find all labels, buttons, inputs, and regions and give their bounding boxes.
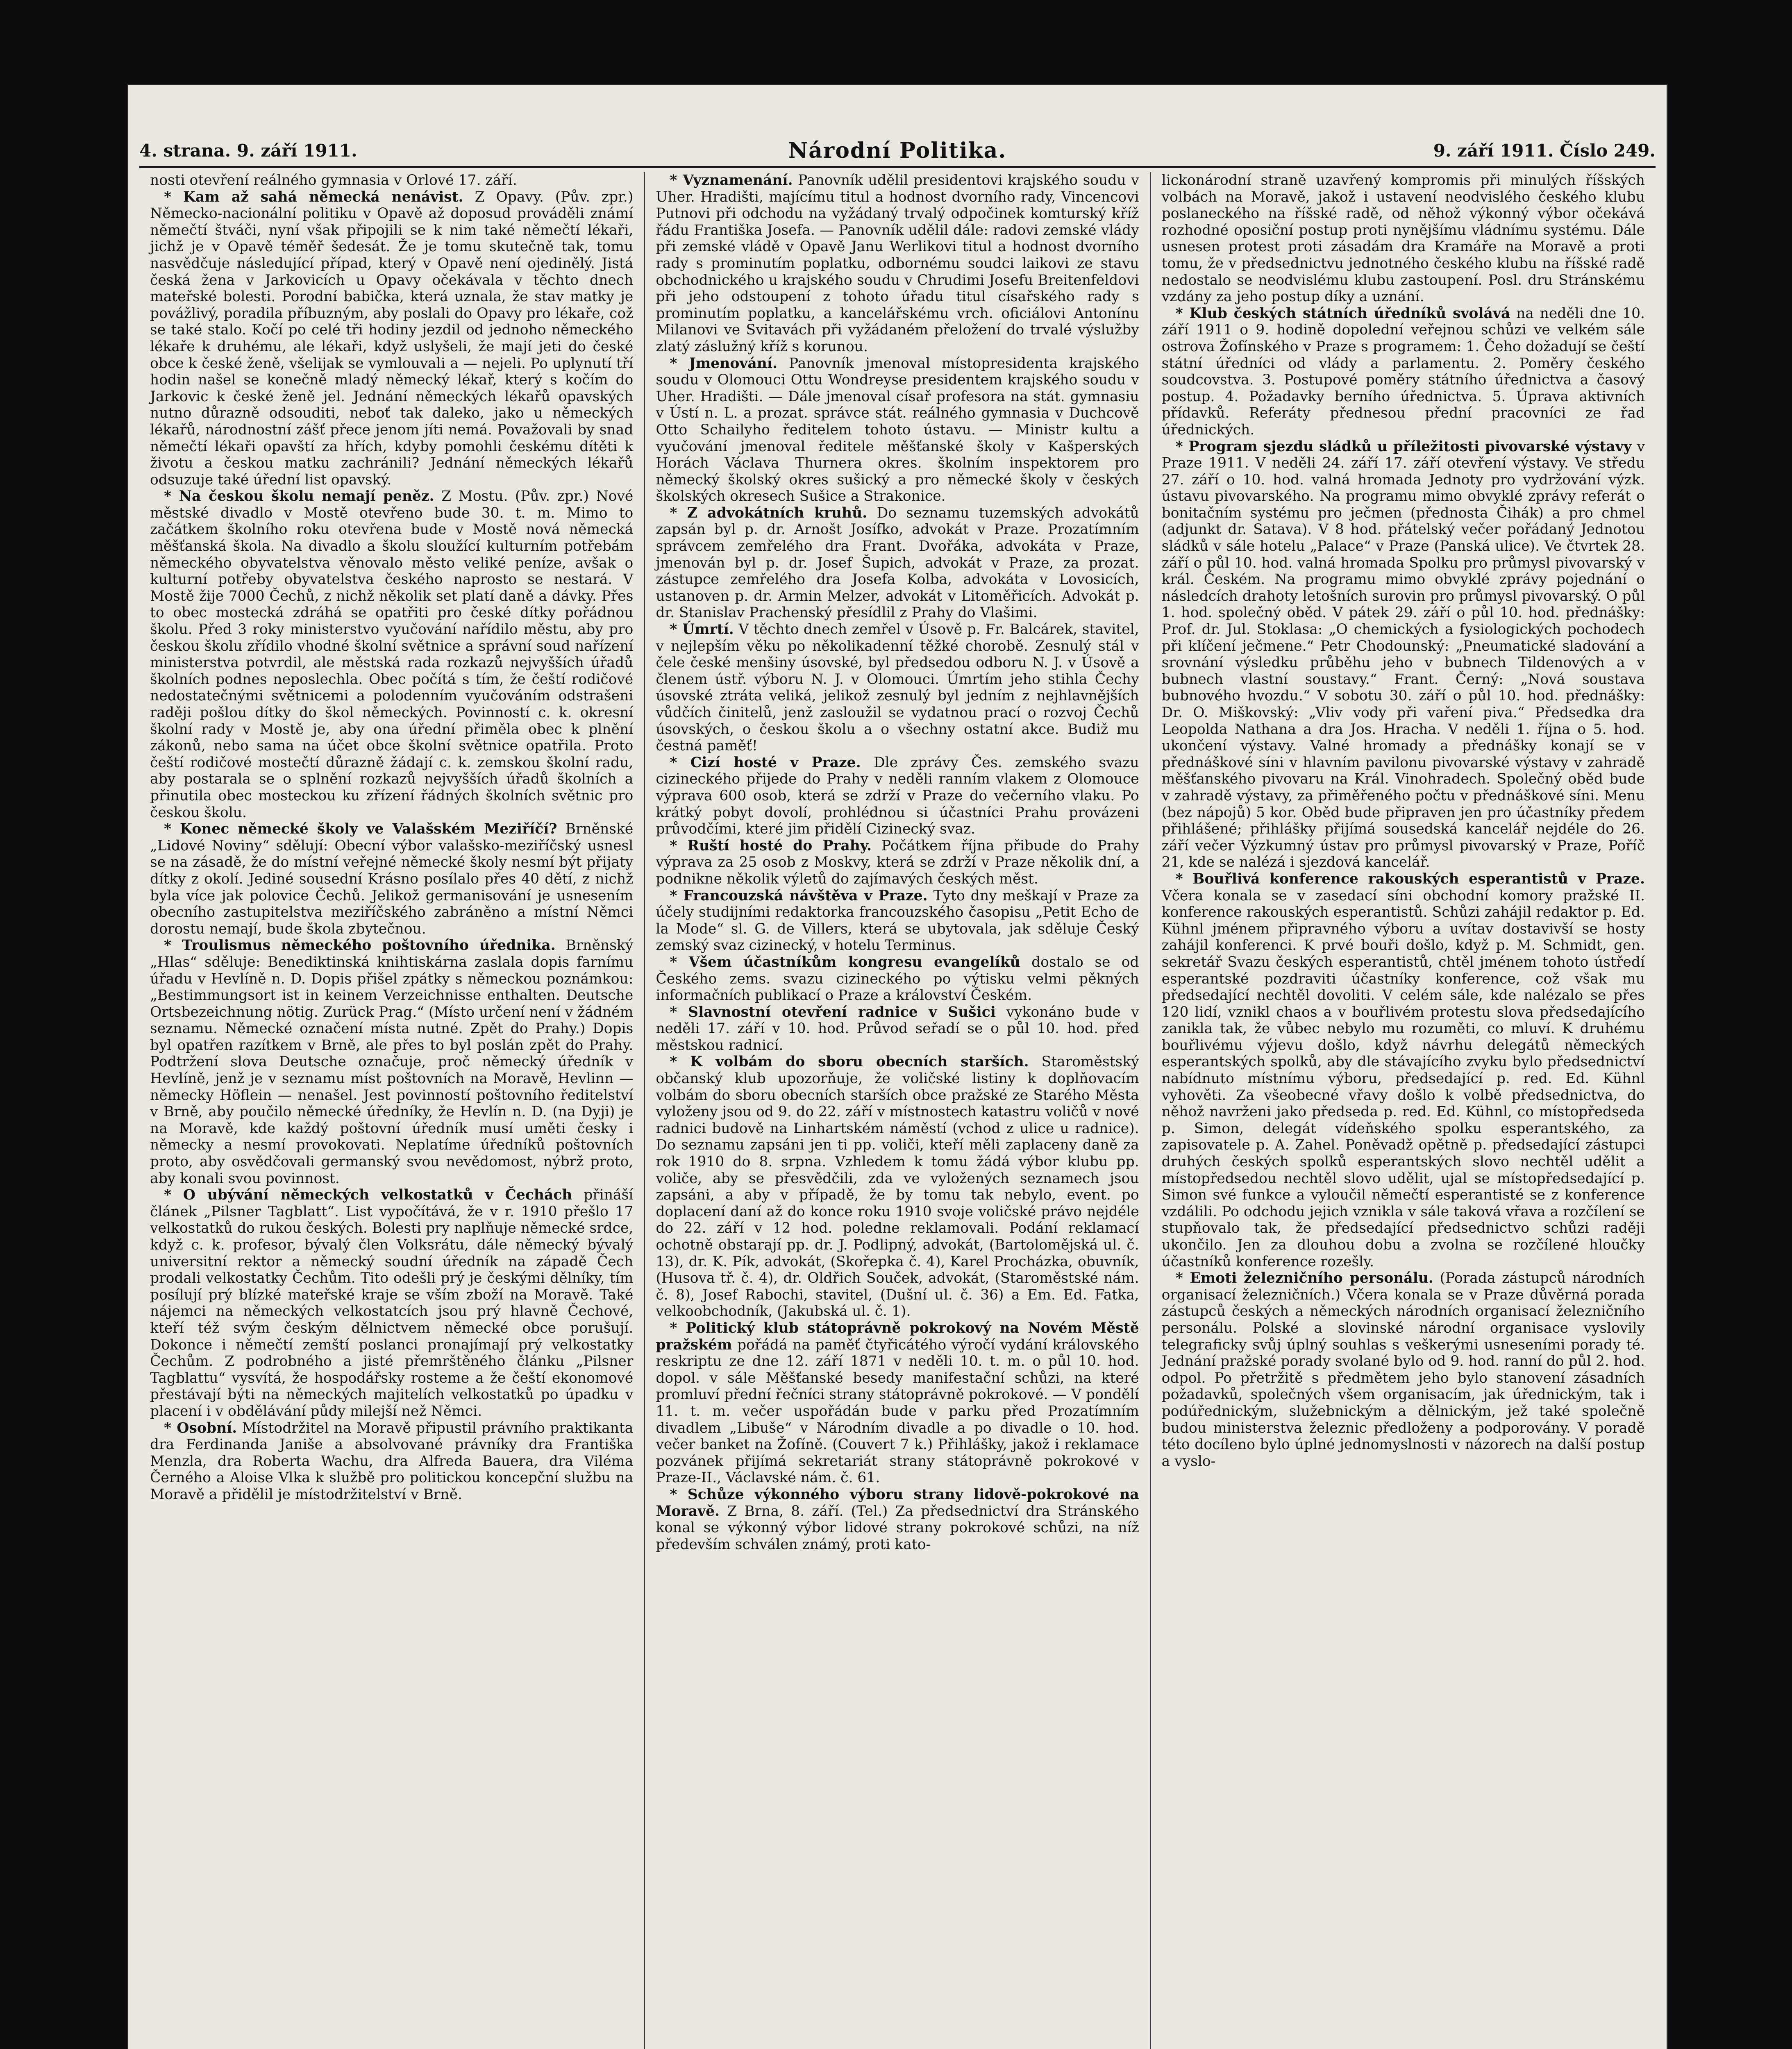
article-paragraph bbox=[1162, 305, 1645, 438]
article-headline: * Bouřlivá konference rakouských esperantistů v Praze. bbox=[1175, 870, 1645, 887]
article-headline: * Ruští hosté do Prahy. bbox=[670, 837, 872, 854]
article-text: Tyto dny meškají v Praze za účely studijními redaktorka francouzského časopisu „Petit Echo de la Mode“ sl. G. de Villers, která se ubytovala, jak sděluje Český zemský svaz cizinecký, v hotelu Terminus. bbox=[656, 887, 1139, 954]
article-headline: * O ubývání německých velkostatků v Čechách bbox=[164, 1187, 572, 1204]
newspaper-masthead: Národní Politika. bbox=[788, 138, 1007, 163]
article-headline: * Konec německé školy ve Valašském Meziříčí? bbox=[164, 821, 557, 838]
article-paragraph bbox=[656, 1054, 1139, 1320]
article-text: na neděli dne 10. září 1911 o 9. hodině dopolední veřejnou schůzi ve velkém sále ostrova Žofínského v Praze s programem: 1. Čeho dožadují se čeští státní úředníci od vlády a parlamentu. 2. Poměry českého soudcovstva. 3. Postupové poměry státního úřednictva a časový postup. 4. Požadavky berního úřednictva. 5. Úprava aktivních přídavků. Referáty přednesou přední pracovníci ze řad úřednických. bbox=[1161, 305, 1645, 438]
article-text: Staroměstský občanský klub upozorňuje, že voličské listiny k doplňovacím volbám do sboru obecních starších obce pražské ze Starého Města vyloženy jsou od 9. do 22. září v místnostech katastru voličů v nové radnici budově na Linhartském náměstí (vchod z ulice u radnice). Do seznamu zapsáni jen ti pp. voliči, kteří měli zaplaceny daně za rok 1910 do 8. srpna. Vzhledem k tomu žádá výbor klubu pp. voliče, aby se přesvědčili, zda ve vyložených seznamech jsou zapsáni, a aby v případě, že by tomu tak nebylo, event. po doplacení daní až do konce roku 1910 svoje voličské právo nejdéle do 22. září v 12 hod. poledne reklamovali. Podání reklamací ochotně obstarají pp. dr. J. Podlipný, advokát, (Bartolomějská ul. č. 13), dr. K. Pík, advokát, (Skořepka č. 4), Karel Procházka, obuvník, (Husova tř. č. 4), dr. Oldřich Souček, advokát, (Staroměstské nám. č. 8), Josef Rabochi, stavitel, (Dušní ul. č. 36) a Em. Ed. Fatka, velkoobchodník, (Jakubská ul. č. 1). bbox=[656, 1054, 1139, 1320]
article-headline: * Kam až sahá německá nenávist. bbox=[164, 189, 463, 205]
article-paragraph bbox=[150, 1187, 633, 1420]
article-paragraph bbox=[656, 888, 1139, 954]
article-text: Panovník jmenoval místopresidenta krajského soudu v Olomouci Ottu Wondreyse presidentem krajského soudu v Uher. Hradišti. — Dále jmenoval císař profesora na stát. gymnasiu v Ústí n. L. a prozat. správce stát. reálného gymnasia v Duchcově Otto Schailyho ředitelem tohoto ústavu. — Ministr kultu a vyučování jmenoval ředitele měšťanské školy v Kašperských Horách Václava Thurnera okres. školním inspektorem pro německý školský okres sušický a pro německé školy v českých školských okresech Sušice a Strakonice. bbox=[656, 355, 1139, 505]
article-headline: * Jmenování. bbox=[670, 355, 777, 372]
article-text: Z Mostu. (Pův. zpr.) Nové městské divadlo v Mostě otevřeno bude 30. t. m. Mimo to začátkem školního roku otevřena bude v Mostě nová německá měšťanská škola. Na divadlo a školu sloužící kulturním potřebám německého obyvatelstva věnovalo město veliké peníze, avšak o kulturní potřeby obyvatelstva českého naprosto se nestará. V Mostě žije 7000 Čechů, z nichž několik set platí daně a dávky. Přes to obec mostecká zdráhá se opatřiti pro české dítky pořádnou školu. Před 3 roky ministerstvo vyučování nařídilo městu, aby pro českou školu zřídilo vhodné školní světnice a správní soud nařízení ministerstva potvrdil, ale městská rada rozkazů nejvyšších úřadů školních podnes neposlechla. Obec počítá s tím, že čeští rodičové nedostatečnými světnicemi a polodenním vyučováním odstrašeni raději pošlou dítky do škol německých. Povinností c. k. okresní školní rady v Mostě je, aby ona úřední přiměla obec k plnění zákonů, nebo sama na účet obce školní světnice opatřila. Proto čeští rodičové mostečtí důrazně žádají c. k. zemskou školní radu, aby postarala se o splnění rozkazů nejvyšších úřadů školních a přinutila obec mosteckou ku zřízení řádných školních světnic pro českou školu. bbox=[150, 488, 634, 821]
article-paragraph bbox=[656, 954, 1139, 1004]
article-paragraph bbox=[150, 821, 633, 937]
article-paragraph bbox=[656, 754, 1139, 838]
page-header bbox=[139, 137, 1656, 168]
article-headline: * Schůze výkonného výboru strany lidově-pokrokové na Moravě. bbox=[656, 1486, 1139, 1520]
article-paragraph bbox=[656, 172, 1139, 355]
article-paragraph bbox=[1162, 438, 1645, 871]
article-headline: * Všem účastníkům kongresu evangelíků bbox=[670, 954, 1020, 970]
article-headline: * Osobní. bbox=[164, 1420, 237, 1436]
article-text: Z Opavy. (Pův. zpr.) Německo-nacionální politiku v Opavě až doposud prováděli známí němečtí štváči, nyní však připojili se k nim také němečtí lékaři, jichž je v Opavě téměř šedesát. Že je tomu skutečně tak, tomu nasvědčuje následující případ, který v Opavě není ojedinělý. Jistá česká žena v Jarkovicích u Opavy očekávala v těchto dnech mateřské bolesti. Porodní babička, která uznala, že stav matky je povážlivý, poradila příbuzným, aby poslali do Opavy pro lékaře, což se také stalo. Kočí po celé tři hodiny jezdil od jednoho německého lékaře k druhému, ale lékaři, když uslyšeli, že mají jeti do české obce k české ženě, všelijak se vymlouvali a — nejeli. Po uplynutí tří hodin našel se konečně mladý německý lékař, který s kočím do Jarkovic k české ženě jel. Jednání německých lékařů opavských nutno důrazně odsouditi, neboť tak daleko, jako u německých lékařů, národnostní zášť přece jenom jíti nemá. Považovali by snad němečtí lékaři opavští za hřích, kdyby pomohli českému dítěti k životu a českou matku zachránili? Jednání německých lékařů odsuzuje také úřední list opavský. bbox=[150, 189, 634, 488]
article-text: Panovník udělil presidentovi krajského soudu v Uher. Hradišti, majícímu titul a hodnost dvorního rady, Vincencovi Putnovi při odchodu na vyžádaný trvalý odpočinek komturský kříž řádu Františka Josefa. — Panovník udělil dále: radovi zemské vlády při zemské vládě v Opavě Janu Werlikovi titul a hodnost dvorního rady s prominutím poplatku, odbornému soudci laikovi ze stavu obchodnického u krajského soudu v Chrudimi Josefu Breitenfeldovi při jeho odstoupení z tohoto úřadu titul císařského rady s prominutím poplatku, a kancelářskému vrch. oficiálovi Antonínu Milanovi ve Svitavách při vyžádaném přeložení do trvalé výslužby zlatý záslužný kříž s korunou. bbox=[656, 172, 1139, 355]
article-paragraph bbox=[1162, 871, 1645, 1270]
article-headline: * Politický klub státoprávně pokrokový na Novém Městě pražském bbox=[656, 1320, 1139, 1353]
article-text: Z Brna, 8. září. (Tel.) Za předsednictví dra Stránského konal se výkonný výbor lidové strany pokrokové schůzi, na níž především schválen známý, proti kato- bbox=[656, 1503, 1139, 1553]
article-text: pořádá na paměť čtyřicátého výročí vydání královského reskriptu ze dne 12. září 1871 v neděli 10. t. m. o půl 10. hod. dopol. v sále Měšťanské besedy manifestační schůzi, na které promluví přední řečníci strany státoprávně pokrokové. — V pondělí 11. t. m. večer uspořádán bude v parku před Prozatímním divadlem „Libuše“ v Národním divadle a po divadle o 10. hod. večer banket na Žofíně. (Couvert 7 k.) Přihlášky, jakož i reklamace pozvánek přijímá sekretariát strany státoprávně pokrokové v Praze-II., Václavské nám. č. 61. bbox=[656, 1336, 1139, 1486]
article-paragraph bbox=[150, 1420, 633, 1503]
article-text: Do seznamu tuzemských advokátů zapsán byl p. dr. Arnošt Josífko, advokát v Praze. Prozatímním správcem zemřelého dra Frant. Dvořáka, advokáta v Praze, jmenován byl p. dr. Josef Šupich, advokát v Praze, za prozat. zástupce zemřelého dra Josefa Kolba, advokáta v Lovosicích, ustanoven p. dr. Armin Melzer, advokát v Litoměřicích. Advokát p. dr. Stanislav Prachenský přesídlil z Prahy do Vlašimi. bbox=[656, 504, 1139, 621]
article-headline: * Slavnostní otevření radnice v Sušici bbox=[670, 1004, 996, 1020]
article-text: (Porada zástupců národních organisací železničních.) Včera konala se v Praze důvěrná porada zástupců českých a německých národních organisací železničního personálu. Polské a slovinské národní organisace vyslovily telegraficky svůj úplný souhlas s veškerými usneseními porady té. Jednání pražské porady svolané bylo od 9. hod. ranní do půl 2. hod. odpol. Po přetržitě s předmětem jeho bylo stanovení zásadních požadavků, společných všem organisacím, jak úřednickým, tak i podúřednickým, služebnickým a dělnickým, jež také společně budou ministerstva železnic předloženy a podporovány. V poradě této docíleno bylo úplné jednomyslnosti v názorech na další postup a vyslo- bbox=[1161, 1270, 1645, 1470]
article-paragraph bbox=[656, 1486, 1139, 1553]
article-headline: * Úmrtí. bbox=[670, 621, 734, 638]
article-text: vykonáno bude v neděli 17. září v 10. hod. Průvod seřadí se o půl 10. hod. před městskou radnicí. bbox=[656, 1004, 1139, 1054]
article-headline: * Program sjezdu sládků u příležitosti pivovarské výstavy bbox=[1175, 438, 1632, 455]
article-headline: * Vyznamenání. bbox=[670, 172, 793, 189]
article-headline: * Troulismus německého poštovního úřednika. bbox=[164, 937, 556, 954]
column-2 bbox=[644, 172, 1149, 2049]
article-text: Brněnské „Lidové Noviny“ sdělují: Obecní výbor valašsko-meziříčský usnesl se na zásadě, že do místní veřejné německé školy nesmí být přijaty dítky z okolí. Jediné sousední Krásno posílalo přes 40 dětí, z nichž byla více jak polovice Čechů. Jelikož germanisování je usnesením obecního zastupitelstva meziříčského zabráněno a místní Němci dorostu nemají, bude škola zbytečnou. bbox=[150, 821, 634, 937]
article-text: V těchto dnech zemřel v Úsově p. Fr. Balcárek, stavitel, v nejlepším věku po několikadenní těžké chorobě. Zesnulý stál v čele české menšiny úsovské, byl předsedou odboru N. J. v Úsově a členem ústř. výboru N. J. v Olomouci. Úmrtím jeho stihla Čechy úsovské ztráta veliká, jelikož zesnulý byl jedním z nejhlavnějších vůdčích činitelů, jenž zasloužil se vydatnou prací o rozvoj Čechů úsovských, o českou školu a o všechny ostatní akce. Budiž mu čestná paměť! bbox=[656, 621, 1139, 754]
header-issue-number: 9. září 1911. Číslo 249. bbox=[1433, 141, 1656, 161]
article-paragraph bbox=[656, 355, 1139, 505]
column-1 bbox=[139, 172, 644, 2049]
article-headline: * Francouzská návštěva v Praze. bbox=[670, 887, 928, 904]
article-paragraph bbox=[150, 488, 633, 821]
article-text: Včera konala se v zasedací síni obchodní komory pražské II. konference rakouských esperantistů. Schůzi zahájil redaktor p. Ed. Kühnl jménem připravného výboru a uvítav dostavivší se hosty zahájil konferenci. K prvé bouři došlo, když p. M. Schmidt, gen. sekretář Svazu českých esperantistů, chtěl jménem tohoto ústředí esperantské pozdraviti účastníky konference, což však mu předsedající nechtěl dovoliti. V celém sále, kde nalézalo se přes 120 lidí, vznikl chaos a v bouřlivém protestu slova předsedajícího zanikla tak, že vůbec nebylo mu rozuměti, co mluví. K druhému bouřlivému výjevu došlo, když návrhu delegátů německých esperantských spolků, aby dle stávajícího zvyku bylo předsednictví nabídnuto místnímu výboru, předsedající p. red. Ed. Kühnl vyhověti. Za všeobecné vřavy došlo k volbě předsednictva, do něhož navrženi jako předseda p. red. Ed. Kühnl, co místopředseda p. Simon, delegát vídeňského spolku esperantského, za zapisovatele p. A. Zahel. Poněvadž opětně p. předsedající zástupci druhých českých spolků esperantských slovo nechtěl udělit a místopředsedou nechtěl slovo udělit, ujal se místopředsedající p. Simon své funkce a vyloučil němečtí esperantisté se z konference vzdálili. Po odchodu jejich vznikla v sále taková vřava a rozčílení se stupňovalo tak, že předsedající předsednictvo schůzi raději ukončilo. Jen za dlouhou dobu a zvolna se rozčílené hloučky účastníků konference rozešly. bbox=[1161, 887, 1645, 1270]
article-text: lickonárodní straně uzavřený kompromis při minulých říšských volbách na Moravě, jakož i ustavení neodvislého českého klubu poslaneckého na říšské radě, od něhož výkonný výbor očekává rozhodné oposiční postup proti nynějšímu vládnímu systému. Dále usnesen protest proti zásadám dra Kramáře na Moravě a proti tomu, že v předsednictvu jednotného českého klubu na říšské radě nedostalo se neodvislému klubu zastoupení. Posl. dru Stránskému vzdány za jeho postup díky a uznání. bbox=[1161, 172, 1645, 305]
article-text: Místodržitel na Moravě připustil právního praktikanta dra Ferdinanda Janiše a absolvované právníky dra Františka Menzla, dra Roberta Wachu, dra Alfreda Bauera, dra Viléma Černého a Aloise Vlka k službě pro politickou koncepční službu na Moravě a přidělil je místodržitelství v Brně. bbox=[150, 1420, 634, 1503]
article-headline: * Klub českých státních úředníků svolává bbox=[1175, 305, 1510, 322]
article-text: Dle zprávy Čes. zemského svazu cizineckého přijede do Prahy v neděli ranním vlakem z Olomouce výprava 600 osob, která se zdrží v Praze do večerního vlaku. Po krátký pobyt dovolí, prohlédnou si účastníci Prahu provázeni průvodčími, které jim přidělí Cizinecký svaz. bbox=[656, 754, 1139, 838]
article-text: Počátkem října přibude do Prahy výprava za 25 osob z Moskvy, která se zdrží v Praze několik dní, a podnikne několik výletů do zajímavých českých měst. bbox=[656, 837, 1139, 887]
article-paragraph bbox=[656, 1320, 1139, 1486]
article-text: nosti otevření reálného gymnasia v Orlové 17. září. bbox=[150, 172, 517, 189]
header-page-date: 4. strana. 9. září 1911. bbox=[139, 141, 357, 161]
article-headline: * Cizí hosté v Praze. bbox=[670, 754, 861, 771]
newspaper-page bbox=[127, 84, 1668, 2049]
column-3 bbox=[1150, 172, 1656, 2049]
article-paragraph bbox=[1162, 1270, 1645, 1470]
article-paragraph bbox=[656, 505, 1139, 621]
article-headline: * Na českou školu nemají peněz. bbox=[164, 488, 434, 505]
article-headline: * Z advokátních kruhů. bbox=[670, 504, 868, 521]
article-paragraph bbox=[656, 1004, 1139, 1054]
article-paragraph bbox=[150, 172, 633, 189]
article-paragraph bbox=[1162, 172, 1645, 305]
article-headline: * K volbám do sboru obecních starších. bbox=[670, 1054, 1029, 1070]
article-text: přináší článek „Pilsner Tagblatt“. List vypočítává, že v r. 1910 přešlo 17 velkostatků do rukou českých. Bolesti pry naplňuje německé srdce, když c. k. profesor, bývalý člen Volksrátu, dále německý bývalý universitní rektor a německý soudní úředník na západě Čech prodali velkostatky Čechům. Tito odešli prý je českými dělníky, tím posílují prý blízké mateřské kraje se vším zboží na Moravě. Také nájemci na německých velkostatcích jsou prý hlavně Čechové, kteří též svým českým dělnictvem německé obce porušují. Dokonce i němečtí zemští poslanci pronajímají prý velkostatky Čechům. Z podrobného a jisté přemrštěného článku „Pilsner Tagblattu“ vysvítá, že hospodářsky rosteme a že čeští ekonomové přestávají býti na německých majitelích velkostatků po úpadku v placení i v obdělávání půdy milejší než Němci. bbox=[150, 1187, 634, 1420]
article-headline: * Emoti železničního personálu. bbox=[1175, 1270, 1433, 1287]
article-columns bbox=[139, 172, 1656, 2049]
article-text: dostalo se od Českého zems. svazu cizineckého po výtisku velmi pěkných informačních publikací o Praze a království Českém. bbox=[656, 954, 1139, 1004]
article-paragraph bbox=[656, 838, 1139, 888]
article-text: Brněnský „Hlas“ sděluje: Benediktinská knihtiskárna zaslala dopis farnímu úřadu v Hevlíně n. D. Dopis přišel zpátky s německou poznámkou: „Bestimmungsort ist in keinem Verzeichnisse enthalten. Deutsche Ortsbezeichnung nötig. Zurück Prag.“ (Místo určení není v žádném seznamu. Německé označení místa nutné. Zpět do Prahy.) Dopis byl opatřen razítkem v Brně, ale přes to byl poslán zpět do Prahy. Podtržení slova Deutsche označuje, proč německý úředník v Hevlíně, jenž je v seznamu míst poštovních na Moravě, Hevlinn — německy Höflein — nenašel. Jest povinností poštovního ředitelství v Brně, aby poučilo německé úředníky, že Hevlín n. D. (na Dyji) je na Moravě, kde každý poštovní úředník musí uměti česky i německy a nesmí provokovati. Neplatíme úředníků poštovních proto, aby osvědčovali germanský svou nevědomost, nýbrž proto, aby konali svou povinnost. bbox=[150, 937, 634, 1187]
article-paragraph bbox=[150, 189, 633, 488]
article-paragraph bbox=[656, 621, 1139, 754]
article-paragraph bbox=[150, 937, 633, 1187]
article-text: v Praze 1911. V neděli 24. září 17. září otevření výstavy. Ve středu 27. září o 10. hod. valná hromada Jednoty pro vydržování výzk. ústavu pivovarského. Na programu mimo obvyklé zprávy referát o bonitačním systému pro ječmen (přednosta Čihák) a pro chmel (adjunkt dr. Satava). V 8 hod. přátelský večer pořádaný Jednotou sládků v sále hotelu „Palace“ v Praze (Panská ulice). Ve čtvrtek 28. září o půl 10. hod. valná hromada Spolku pro průmysl pivovarský v král. Českém. Na programu mimo obvyklé zprávy pojednání o následcích drahoty letošních surovin pro průmysl pivovarský. O půl 1. hod. společný oběd. V pátek 29. září o půl 10. hod. přednášky: Prof. dr. Jul. Stoklasa: „O chemických a fysiologických pochodech při klíčení ječmene.“ Petr Chodounský: „Pneumatické sladování a srovnání výsledku průběhu jeho v bubnech Tildenových a v bubnech vlastní soustavy.“ Frant. Černý: „Nová soustava bubnového hvozdu.“ V sobotu 30. září o půl 10. hod. přednášky: Dr. O. Miškovský: „Vliv vody při vaření piva.“ Předsedka dra Leopolda Nathana a dra Jos. Hracha. V neděli 1. října o 5. hod. ukončení výstavy. Valné hromady a přednášky konají se v přednáškové síni v hlavním pavilonu pivovarské výstavy v zahradě měšťanského pivovaru na Král. Vinohradech. Společný oběd bude v zahradě výstavy, za přiměřeného počtu v přednáškové síni. Menu (bez nápojů) 5 kor. Oběd bude připraven jen pro účastníky předem přihlášené; přihlášky přijímá sousedská kancelář nejdéle do 26. září večer Výzkumný ústav pro průmysl pivovarský v Praze, Poříč 21, kde se nalézá i sjezdová kancelář. bbox=[1161, 438, 1645, 871]
